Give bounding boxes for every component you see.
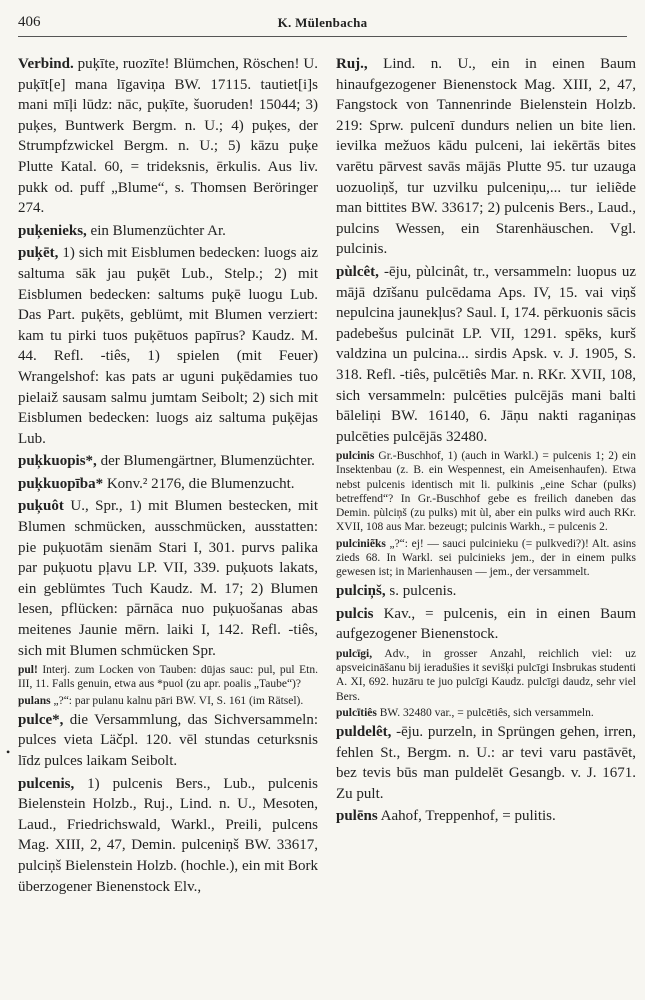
running-title: K. Mülenbacha	[277, 15, 368, 30]
entry-right-5: pulciņš, s. pulcenis.	[336, 583, 457, 600]
entry-left-3: puķēt, 1) sich mit Eisblumen bedecken: luogs aiz saltuma sāk jau puķēt Lub., Stelp.; 2) mit Eisblumen bedecken: saltums puķē luogu Lub. Das Part. puķēts, geblümt, mit Blumen verziert: kam tu pirki tuos puķētuos papīrus? Kaudz. M. 44. Refl. -tiês, 1) spielen (mit Feuer) Wrangelshof: kas pats ar uguni puķēdamies tuo pielaiž sausam salmu jumtam Seibolt; 2) sich mit Eisblumen bedecken: luogs aiz saltuma puķējas Lub.	[18, 245, 318, 447]
entry-right-4: pulciniẽks „?“: ej! — sauci pulcinieku (= pulkvedi?)! Alt. asins zieds 68. In Warkl. sei pulcinieks jem., der in einem pulks gewesen ist; in Marienhausen — jem., der versammelt.	[336, 537, 636, 578]
headword: puķuôt	[18, 498, 64, 515]
headword: pulce*,	[18, 711, 64, 728]
headword: pulcenis,	[18, 775, 75, 792]
entry-left-4: puķkuopis*, der Blumengärtner, Blumenzüchter.	[18, 453, 315, 470]
headword: pulciņš,	[336, 583, 386, 600]
headword: pùlcêt,	[336, 263, 379, 280]
entry-right-9: puldelêt, -ēju. purzeln, in Sprüngen gehen, irren, fehlen St., Bergm. n. U.: ar tevi varu pastāvēt, bez tevis būs man puldelēt Gesangb. v. J. 1671. Zu pult.	[336, 723, 636, 802]
page-header	[18, 12, 627, 37]
headword: Ruj.,	[336, 56, 368, 72]
entry-right-8: pulcītiês BW. 32480 var., = pulcētiês, sich versammeln.	[336, 706, 594, 719]
entry-left-10: pulcenis, 1) pulcenis Bers., Lub., pulcenis Bielenstein Holzb., Ruj., Lind. n. U., Mesoten, Laud., Friedrichswald, Warkl., Preili, pulcens Mag. XIII, 2, 47, Demin. pulceniņš BW. 33617, pulciņš Bielenstein Holzb. (hochle.), ein mit Bork überzogener Bienenstock Elv.,	[18, 775, 318, 895]
page-number: 406	[18, 14, 41, 30]
headword: puldelêt,	[336, 723, 392, 740]
headword: pulcīgi,	[336, 647, 373, 660]
entry-left-2: puķenieks, ein Blumenzüchter Ar.	[18, 222, 226, 239]
entry-right-2: pùlcêt, -ēju, pùlcinât, tr., versammeln: luopus uz mājā dzīšanu pulcēdama Aps. IV, 15. vai viņš nepulcina jaunekļus? Saul. I, 174. pērkuonis sācis padebešus pulcināt LP. VII, 1291. spēks, kurš valdzina un pulcina... sirdis Apsk. v. J. 1905, S. 318. Refl. -tiês, pulcētiês Mar. n. RKr. XVII, 108, sich versammeln: pulcēties pulcējās mani balti bāleliņi BW. 16140, 6. Jāņu nakti raganiņas pulcēties pulcējās 32480.	[336, 263, 636, 445]
entry-left-9: pulce*, die Versammlung, das Sichversammeln: pulces vieta Läčpl. 120. vēl stundas ceturksnis līdz pulces laikam Seibolt.	[18, 711, 318, 770]
headword: puķēt,	[18, 245, 59, 262]
entry-left-1: Verbind. puķīte, ruozīte! Blümchen, Röschen! U. puķīt[e] mana līgaviņa BW. 17115. tautiet[i]s mani mīļi lūdz: nāc, puķīte, šuoruden! 15044; 3) puķes, Buntwerk Bergm. n. U.; 4) puķes, der Strumpfzwickel Bergm. n. U.; 5) kāzu puķe Plutte Katal. 60, = trideksnis, ērkulis. Aus liv. pukk od. puff „Blume“, s. Thomsen Beröringer 274.	[18, 56, 318, 217]
headword: puķkuopis*,	[18, 453, 97, 470]
headword: pulēns	[336, 808, 378, 825]
headword: pulcinis	[336, 450, 375, 463]
right-column	[336, 54, 636, 829]
entry-right-3: pulcinis Gr.-Buschhof, 1) (auch in Warkl.) = pulcenis 1; 2) ein Insektenbau (z. B. ein Wespennest, ein Ameisenhaufen). Etwa nebst pulcenis identisch mit li. pulkinis „eine Schar (pulks) betreffend“? In Gr.-Buschhof gebe es freilich daneben das Demin. pùlciņš (zu pulks) mit ùl, aber ein pulks wird auch RKr. XVII, 108 aus Mar. bezeugt; pulcinis Warkh., = pulcenis 2.	[336, 450, 636, 534]
headword: pul!	[18, 664, 38, 677]
entry-left-7: pul! Interj. zum Locken von Tauben: dūjas sauc: pul, pul Etn. III, 11. Falls genuin, etwa aus *puol (zu apr. poalis „Taube“)?	[18, 664, 318, 691]
entry-left-6: puķuôt U., Spr., 1) mit Blumen bestecken, mit Blumen schmücken, ausschmücken, ausstatten: pie puķuotām sienām Stari I, 301. purvs palika par puķuotu pļavu LP. VII, 339. puķuots lakats, ein geblümtes Tuch Kaudz. M. 17; 2) Blumen lesen, pflücken: pārnāca nuo puķuošanas abas meitenes Jaunie mērn. laiki I, 142. Refl. -tiês, sich mit Blumen schmücken Spr.	[18, 498, 318, 659]
entry-right-6: pulcis Kav., = pulcenis, ein in einen Baum aufgezogener Bienenstock.	[336, 605, 636, 643]
headword: pulciniẽks	[336, 537, 386, 550]
headword: pulans	[18, 694, 51, 707]
headword: Verbind.	[18, 56, 74, 72]
entry-right-10: pulēns Aahof, Treppenhof, = pulitis.	[336, 808, 556, 825]
headword: puķkuopība*	[18, 475, 104, 492]
entry-left-5: puķkuopība* Konv.² 2176, die Blumenzucht.	[18, 475, 295, 492]
headword: pulcītiês	[336, 706, 377, 719]
entry-right-1: Ruj., Lind. n. U., ein in einen Baum hinaufgezogener Bienenstock Mag. XIII, 2, 47, Fangstock von Tannenrinde Bielenstein Holzb. 219: Sprw. pulcenī dundurs nelien un bite lien. ievilka mežuos kādu pulceni, lai iekērtās bites varētu pārvest savās mājās Plutte 95. tur uzauga uozuoliņš, tur uzvilku pulceniņu,... tur ieliẽde man bittites BW. 33617; 2) pulcenis Bers., Laud., pulcins Wessen, ein Starenhäuschen. Vgl. pulcinis.	[336, 56, 636, 258]
headword: puķenieks,	[18, 222, 87, 239]
entry-right-7: pulcīgi, Adv., in grosser Anzahl, reichlich viel: uz apsveicināšanu bij ieradušies it sevišķi pulcīgi Insbrukas studenti A. XI, 692. huzāru te juo pulcīgi Kaudz. pulcīgi daudz, sehr viel Bers.	[336, 647, 636, 703]
headword: pulcis	[336, 605, 374, 622]
left-column	[18, 54, 318, 899]
margin-bullet: •	[6, 745, 11, 759]
entry-left-8: pulans „?“: par pulanu kalnu pāri BW. VI, S. 161 (im Rätsel).	[18, 694, 304, 707]
